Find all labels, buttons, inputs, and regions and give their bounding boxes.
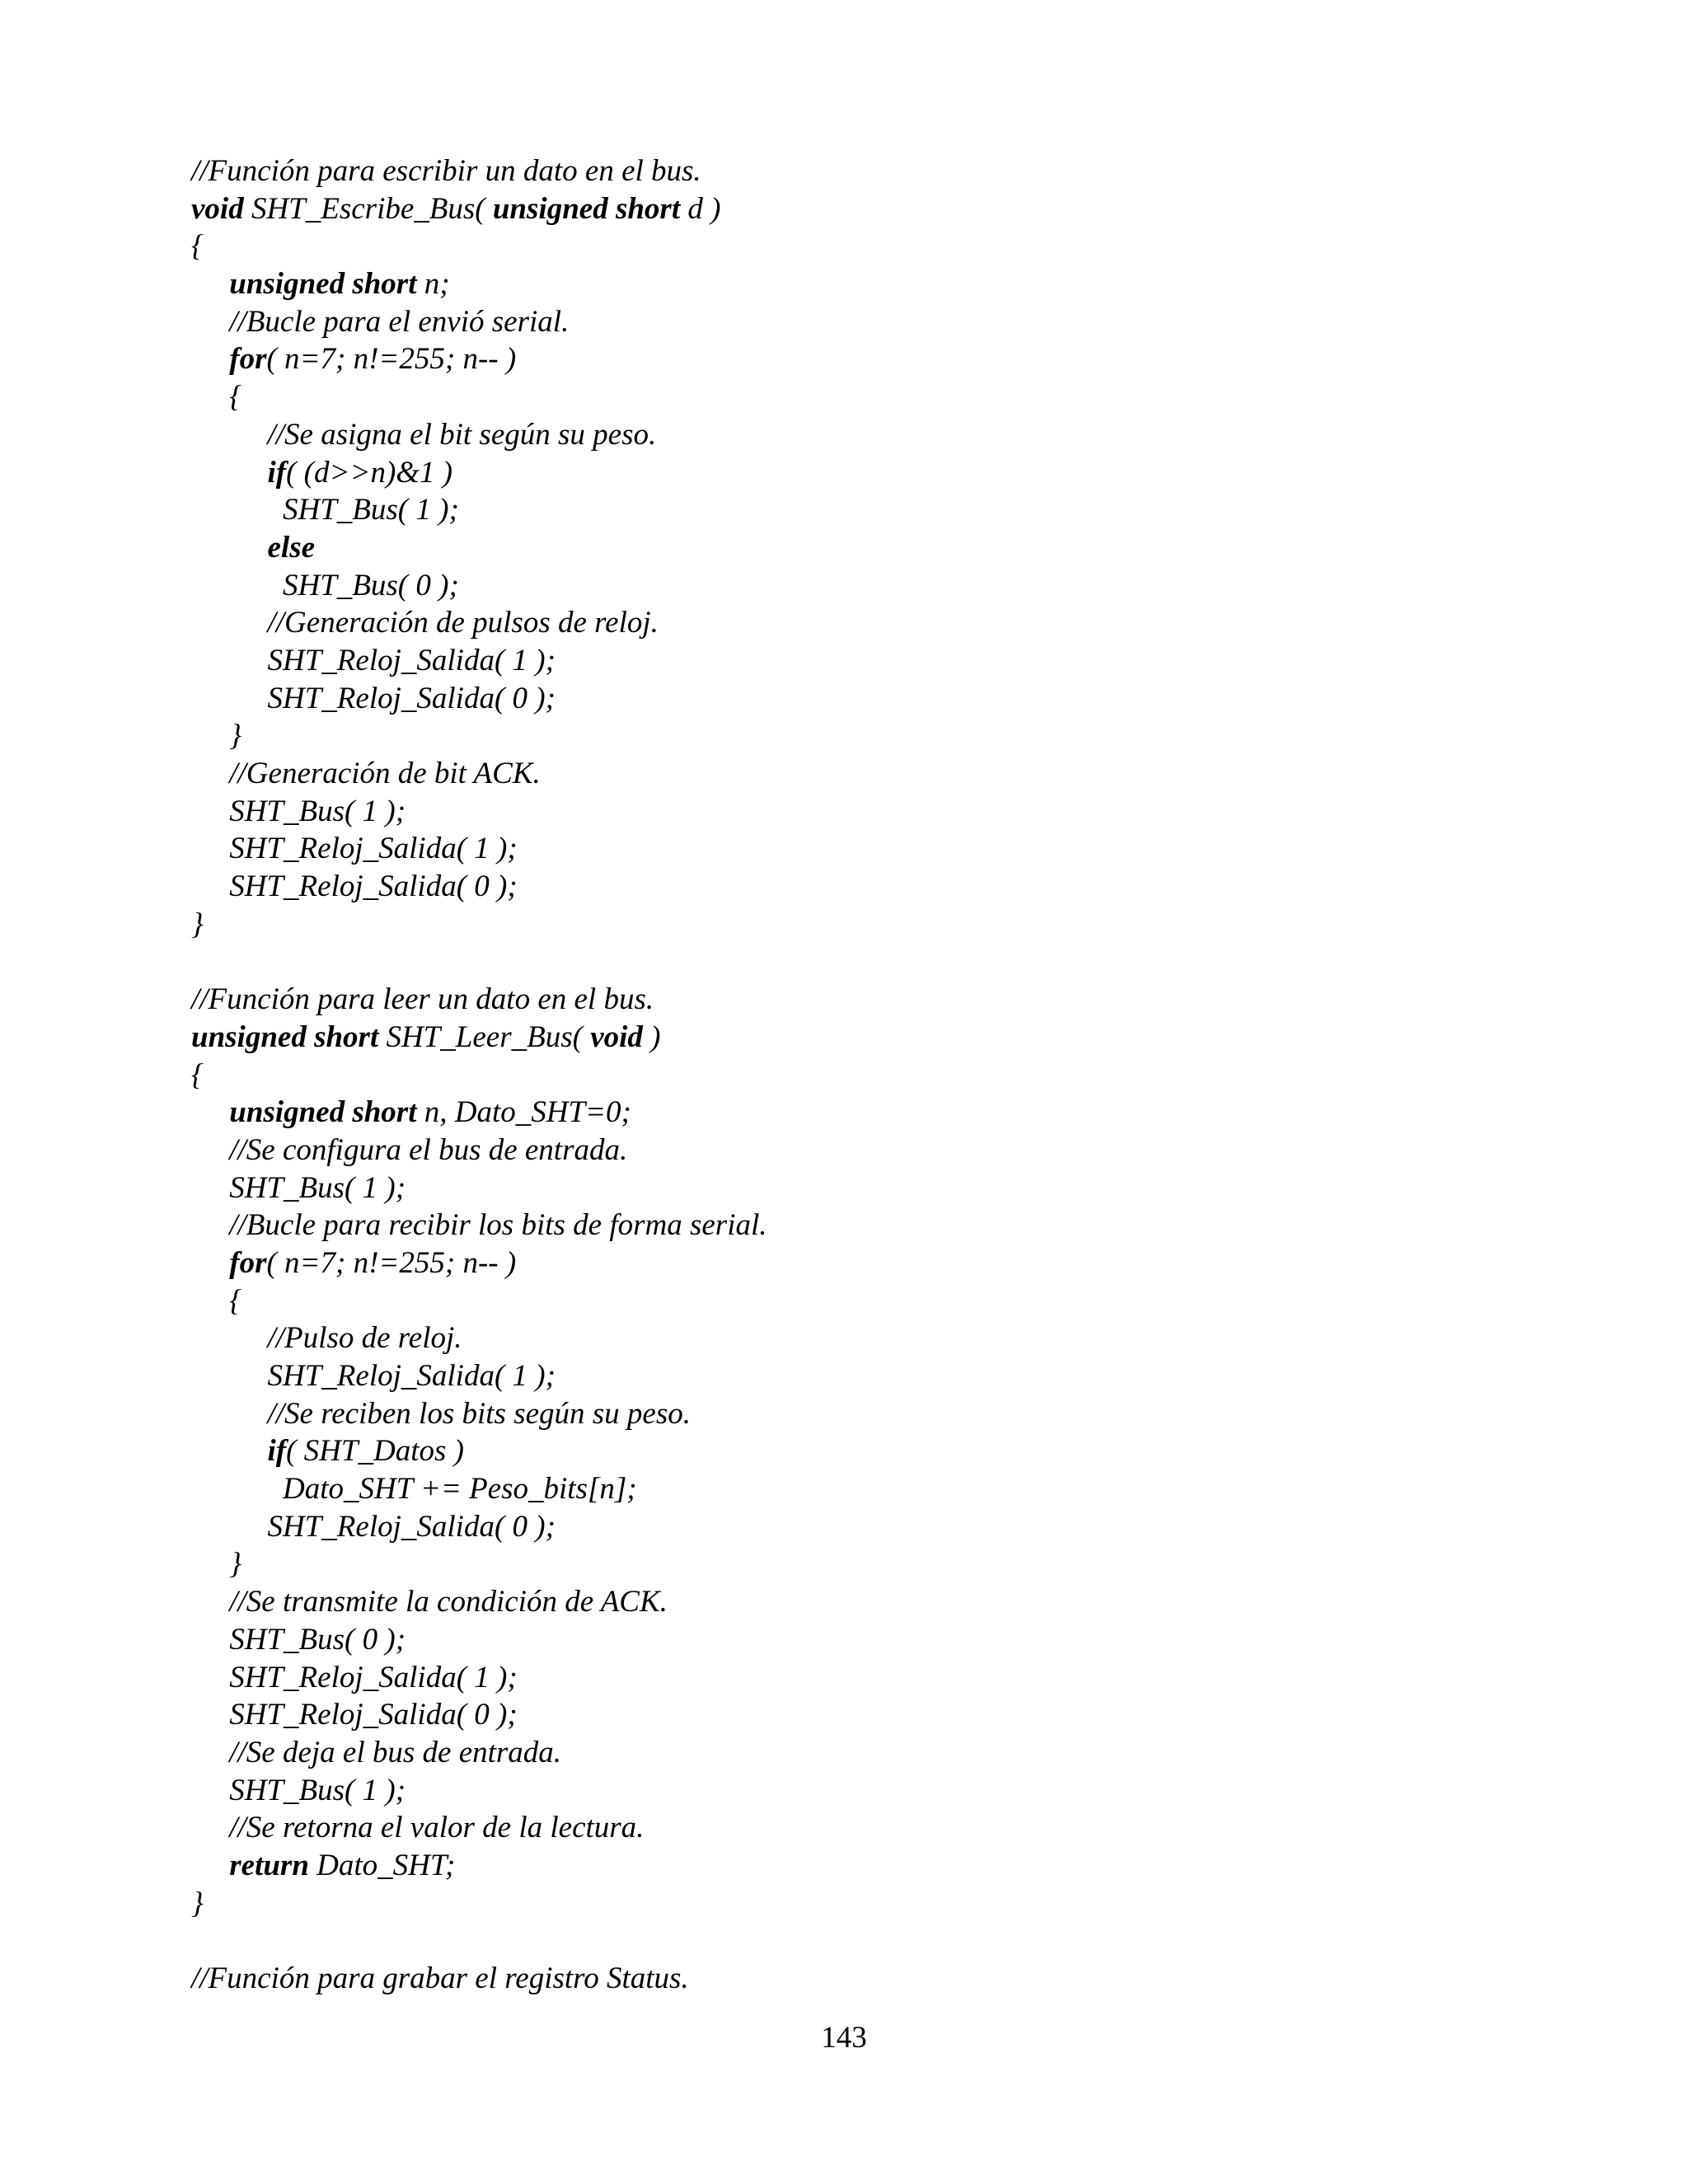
page-number: 143: [821, 2021, 867, 2055]
code-line: [191, 1508, 1592, 1546]
code-text: [191, 1849, 229, 1882]
code-line: [191, 454, 1592, 492]
code-text: SHT_Reloj_Salida( 0 );: [191, 681, 556, 715]
code-text: }: [191, 719, 242, 753]
code-line: [191, 1772, 1592, 1810]
code-text: SHT_Leer_Bus(: [378, 1019, 591, 1054]
code-line: [191, 1282, 1592, 1320]
code-line: [191, 1885, 1592, 1923]
code-text: ( n=7; n!=255; n-- ): [266, 342, 517, 377]
code-keyword: if: [267, 455, 287, 490]
code-text: //Se asigna el bit según su peso.: [191, 417, 657, 452]
code-line: [191, 793, 1592, 831]
code-keyword: for: [229, 342, 267, 377]
code-text: SHT_Reloj_Salida( 0 );: [191, 869, 518, 904]
code-keyword: for: [229, 1245, 267, 1280]
code-text: SHT_Bus( 1 );: [191, 1773, 406, 1807]
code-line: [191, 190, 1592, 228]
code-text: //Generación de pulsos de reloj.: [191, 606, 659, 640]
code-text: SHT_Bus( 1 );: [191, 493, 459, 527]
code-keyword: unsigned short: [229, 1095, 417, 1130]
code-keyword: void: [191, 191, 244, 226]
code-text: }: [191, 1886, 204, 1920]
code-keyword: else: [267, 530, 316, 565]
code-text: }: [191, 1547, 242, 1582]
code-text: }: [191, 907, 204, 941]
code-line: [191, 1659, 1592, 1697]
code-line: [191, 981, 1592, 1019]
code-line: [191, 1470, 1592, 1508]
code-line: [191, 830, 1592, 868]
code-text: ( SHT_Datos ): [286, 1434, 464, 1469]
code-text: [191, 1434, 268, 1468]
code-text: n;: [416, 267, 450, 302]
code-text: SHT_Reloj_Salida( 1 );: [191, 1660, 518, 1694]
code-line: [191, 1583, 1592, 1621]
code-line: [191, 1734, 1592, 1772]
code-text: {: [191, 229, 204, 264]
code-line: [191, 491, 1592, 529]
code-text: [191, 267, 229, 301]
code-line: [191, 868, 1592, 906]
code-text: //Función para grabar el registro Status.: [191, 1961, 689, 1995]
code-line: [191, 1809, 1592, 1847]
code-text: [191, 531, 268, 565]
code-text: ( n=7; n!=255; n-- ): [266, 1245, 517, 1280]
code-line: [191, 1960, 1592, 1998]
code-text: SHT_Bus( 0 );: [191, 1622, 406, 1657]
code-text: [191, 1246, 229, 1280]
code-line: [191, 265, 1592, 303]
code-line: [191, 1019, 1592, 1057]
code-line: [191, 378, 1592, 416]
code-line: [191, 1357, 1592, 1395]
code-text: {: [191, 380, 242, 415]
code-text: d ): [680, 191, 721, 226]
code-text: [191, 1095, 229, 1129]
code-line: [191, 755, 1592, 793]
blank-line: [191, 1922, 1592, 1960]
code-text: n, Dato_SHT=0;: [416, 1095, 631, 1130]
code-text: [191, 456, 268, 490]
code-keyword: unsigned short: [229, 267, 417, 302]
code-line: [191, 717, 1592, 755]
code-line: [191, 1244, 1592, 1282]
code-text: ( (d>>n)&1 ): [286, 455, 453, 490]
code-line: [191, 1545, 1592, 1583]
code-text: SHT_Bus( 0 );: [191, 568, 459, 602]
code-text: //Bucle para recibir los bits de forma serial.: [191, 1208, 767, 1243]
code-text: SHT_Reloj_Salida( 1 );: [191, 643, 556, 677]
code-line: [191, 642, 1592, 680]
code-line: [191, 1696, 1592, 1734]
code-listing: [191, 152, 1592, 1998]
code-line: [191, 303, 1592, 341]
code-line: [191, 1395, 1592, 1433]
code-text: Dato_SHT;: [308, 1848, 456, 1882]
code-line: [191, 680, 1592, 718]
code-keyword: return: [229, 1848, 309, 1882]
code-text: SHT_Reloj_Salida( 0 );: [191, 1698, 518, 1732]
code-line: [191, 1169, 1592, 1207]
code-line: [191, 567, 1592, 605]
code-line: [191, 1132, 1592, 1169]
code-line: [191, 604, 1592, 642]
code-line: [191, 1057, 1592, 1094]
blank-line: [191, 943, 1592, 981]
code-line: [191, 1319, 1592, 1357]
code-text: //Función para escribir un dato en el bus.: [191, 154, 701, 188]
code-line: [191, 529, 1592, 567]
code-line: [191, 152, 1592, 190]
code-text: SHT_Reloj_Salida( 1 );: [191, 832, 518, 866]
code-text: Dato_SHT += Peso_bits[n];: [191, 1472, 637, 1507]
code-keyword: if: [267, 1434, 287, 1469]
code-line: [191, 1847, 1592, 1885]
code-line: [191, 1621, 1592, 1659]
code-text: SHT_Bus( 1 );: [191, 1170, 406, 1205]
code-text: SHT_Reloj_Salida( 1 );: [191, 1359, 556, 1393]
code-text: {: [191, 1283, 242, 1318]
code-text: {: [191, 1057, 204, 1092]
code-text: ): [642, 1019, 661, 1054]
code-text: //Pulso de reloj.: [191, 1321, 462, 1356]
code-line: [191, 1432, 1592, 1470]
code-text: //Se configura el bus de entrada.: [191, 1132, 628, 1167]
code-line: [191, 340, 1592, 378]
code-keyword: unsigned short: [492, 191, 681, 226]
code-text: //Se retorna el valor de la lectura.: [191, 1811, 645, 1845]
code-text: SHT_Escribe_Bus(: [243, 191, 493, 226]
code-text: SHT_Bus( 1 );: [191, 794, 406, 828]
code-text: //Se reciben los bits según su peso.: [191, 1396, 691, 1431]
code-text: [191, 342, 229, 376]
code-keyword: unsigned short: [191, 1019, 379, 1054]
code-text: //Bucle para el envió serial.: [191, 304, 570, 339]
code-text: //Función para leer un dato en el bus.: [191, 982, 654, 1017]
code-text: //Se deja el bus de entrada.: [191, 1735, 562, 1769]
code-line: [191, 1207, 1592, 1244]
code-line: [191, 906, 1592, 944]
code-line: [191, 1094, 1592, 1132]
code-text: //Generación de bit ACK.: [191, 757, 541, 790]
code-text: SHT_Reloj_Salida( 0 );: [191, 1509, 556, 1544]
code-text: //Se transmite la condición de ACK.: [191, 1585, 668, 1619]
code-line: [191, 227, 1592, 265]
code-line: [191, 416, 1592, 454]
code-keyword: void: [590, 1019, 643, 1054]
